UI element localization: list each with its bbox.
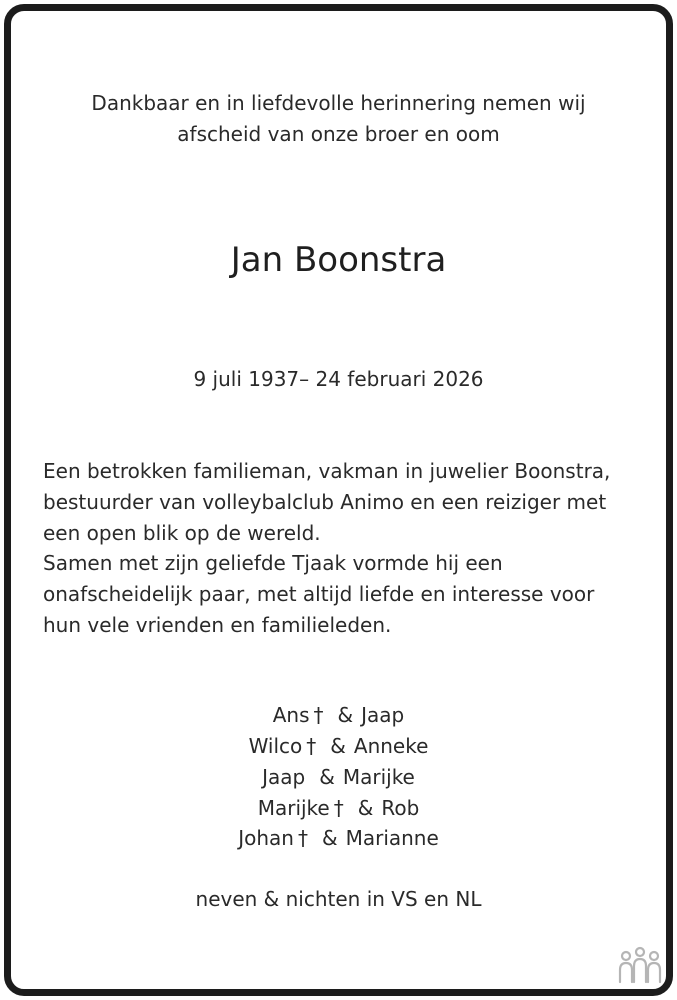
intro-line-2: afscheid van onze broer en oom — [177, 122, 500, 146]
relative-pair — [0, 731, 677, 762]
relative-pair — [0, 762, 677, 793]
relative-partner-name: Marijke — [342, 765, 415, 789]
deceased-cross-icon: † — [313, 703, 324, 727]
tribute-line: Samen met zijn geliefde Tjaak vormde hij een — [43, 551, 503, 575]
ampersand: & — [321, 826, 338, 850]
tribute-line: bestuurder van volleybalclub Animo en een reiziger met — [43, 490, 607, 514]
relative-pair — [0, 793, 677, 824]
deceased-cross-icon: † — [333, 796, 344, 820]
ampersand: & — [319, 765, 335, 789]
deceased-cross-icon: † — [297, 826, 308, 850]
ampersand: & — [330, 734, 346, 758]
relative-pair — [0, 823, 677, 854]
tribute-line: hun vele vrienden en familieleden. — [43, 613, 392, 637]
intro-line-1: Dankbaar en in liefdevolle herinnering nemen wij — [91, 91, 586, 115]
people-group-icon — [616, 944, 664, 984]
ampersand: & — [357, 796, 374, 820]
ampersand: & — [337, 703, 354, 727]
closing-line: neven & nichten in VS en NL — [195, 887, 482, 911]
relative-partner-name: Marianne — [345, 826, 439, 850]
relative-partner-name: Jaap — [361, 703, 405, 727]
relative-pair — [0, 700, 677, 731]
relative-first-name: Ans — [272, 703, 310, 727]
relative-first-name: Wilco — [248, 734, 303, 758]
deceased-cross-icon: † — [306, 734, 317, 758]
relative-first-name: Marijke — [257, 796, 330, 820]
relative-partner-name: Anneke — [353, 734, 429, 758]
tribute-line: een open blik op de wereld. — [43, 521, 321, 545]
relative-first-name: Jaap — [262, 765, 306, 789]
tribute-line: onafscheidelijk paar, met altijd liefde en interesse voor — [43, 582, 595, 606]
life-dates: 9 juli 1937– 24 februari 2026 — [193, 367, 484, 391]
deceased-name: Jan Boonstra — [230, 240, 447, 280]
relative-partner-name: Rob — [381, 796, 420, 820]
relative-first-name: Johan — [238, 826, 294, 850]
tribute-line: Een betrokken familieman, vakman in juwelier Boonstra, — [43, 459, 611, 483]
